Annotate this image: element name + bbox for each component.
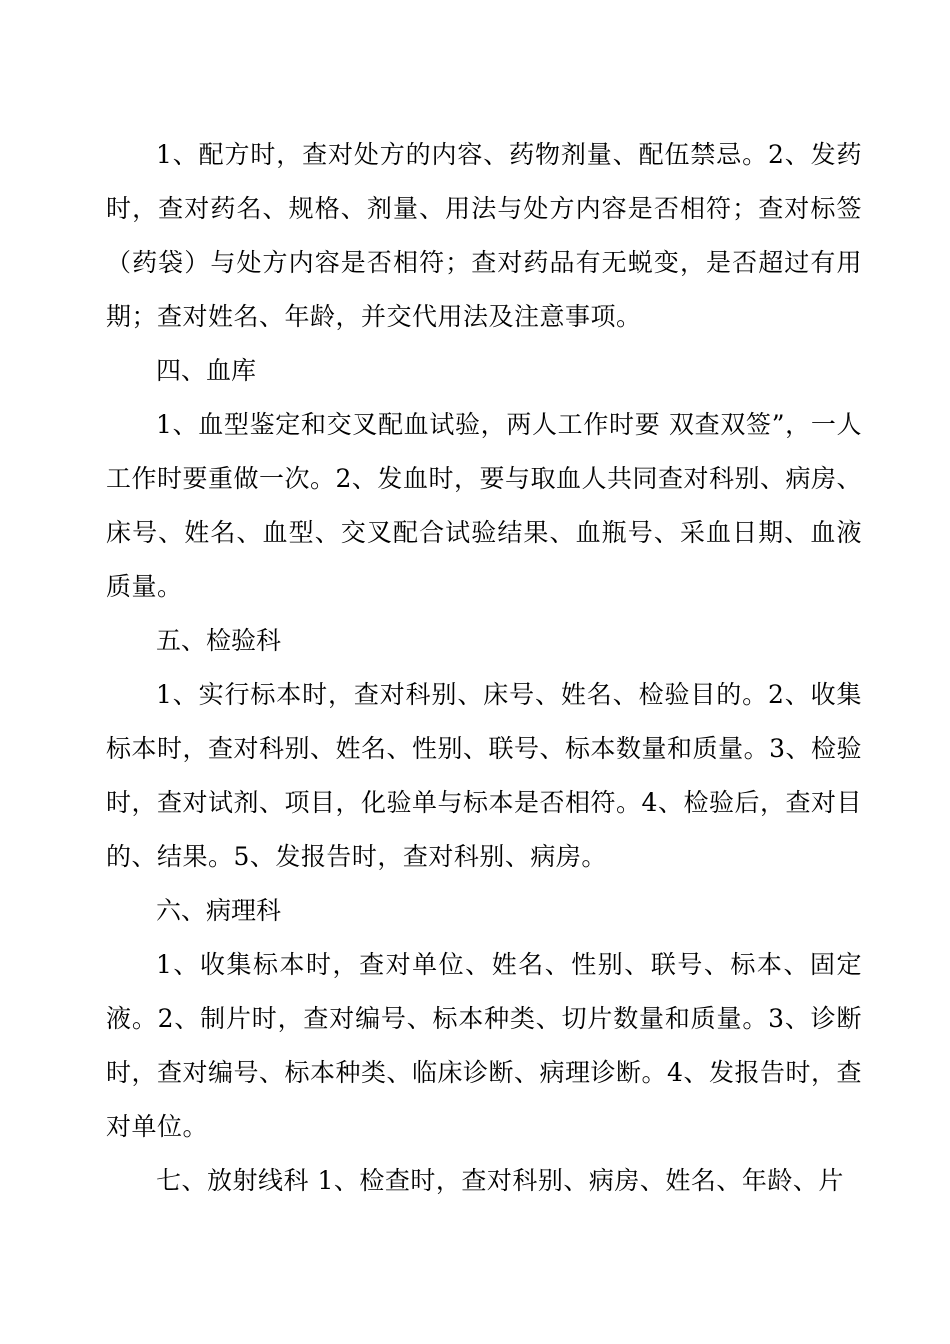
heading-laboratory: 五、检验科 (156, 626, 282, 655)
document-body (106, 128, 862, 1208)
paragraph-blood-bank-checks: 1、血型鉴定和交叉配血试验，两人工作时要 双查双签”，一人工作时要重做一次。2、发血时，要与取血人共同查对科别、病房、床号、姓名、血型、交叉配合试验结果、血瓶号、采血日期、血液质量。 (106, 410, 862, 601)
paragraph-pathology-checks: 1、收集标本时，查对单位、姓名、性别、联号、标本、固定液。2、制片时，查对编号、标本种类、切片数量和质量。3、诊断时，查对编号、标本种类、临床诊断、病理诊断。4、发报告时，查对单位。 (106, 950, 862, 1141)
heading-blood-bank: 四、血库 (156, 356, 257, 385)
heading-pathology: 六、病理科 (156, 896, 282, 925)
paragraph-pharmacy-checks: 1、配方时，查对处方的内容、药物剂量、配伍禁忌。2、发药时，查对药名、规格、剂量、用法与处方内容是否相符；查对标签（药袋）与处方内容是否相符；查对药品有无蜕变，是否超过有用期；查对姓名、年龄，并交代用法及注意事项。 (106, 140, 862, 331)
paragraph-laboratory-checks: 1、实行标本时，查对科别、床号、姓名、检验目的。2、收集标本时，查对科别、姓名、性别、联号、标本数量和质量。3、检验时，查对试剂、项目，化验单与标本是否相符。4、检验后，查对目的、结果。5、发报告时，查对科别、病房。 (106, 680, 862, 871)
paragraph-radiology-checks: 七、放射线科 1、检查时，查对科别、病房、姓名、年龄、片 (156, 1166, 844, 1195)
